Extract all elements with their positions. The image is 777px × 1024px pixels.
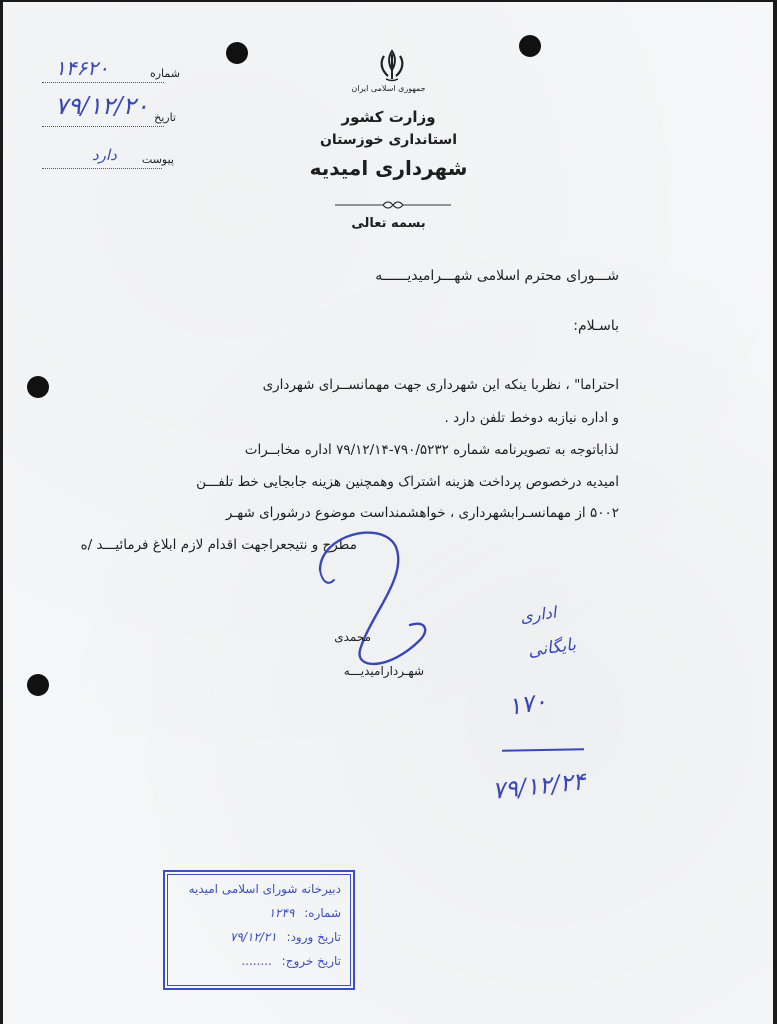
municipality-title: شهرداری امیدیه [309,156,468,180]
stamp-exit-row [241,954,341,968]
date-dots [42,126,164,127]
salutation: باسـلام: [573,318,619,334]
note-number: ۱۷۰ [505,686,549,722]
registration-stamp [163,870,355,990]
stamp-number-value: ۱۲۴۹ [268,906,295,920]
attachment-value: دارد [92,146,117,164]
scan-border-top [0,0,777,2]
body-line-5: ۵۰۰۲ از مهمانسـرابشهرداری ، خواهشمنداست موضوع درشورای شهـر [225,505,619,521]
stamp-exit-label: تاریخ خروج: [281,954,341,968]
stamp-number-label: شماره: [304,906,341,920]
recipient: شـــورای محترم اسلامی شهـــرامیدیــــــه [375,268,619,284]
signer-title: شهـردارامیدیـــه [343,664,424,678]
note-line-2: بایگانی [526,634,578,662]
attachment-dots [42,168,162,169]
stamp-title: دبیرخانه شورای اسلامی امیدیه [188,882,341,896]
ministry-title: وزارت کشور [341,108,436,126]
body-line-2: و اداره نیازبه دوخط تلفن دارد . [444,410,619,426]
emblem-caption: جمهوری اسلامی ایران [351,84,426,93]
invocation: بسمه تعالی [351,216,426,231]
stamp-entry-label: تاریخ ورود: [286,930,341,944]
number-dots [42,82,164,83]
body-line-6: مطرح و نتیجعراجهت اقدام لازم ابلاغ فرمائیـــد /ه [80,537,357,553]
date-label: تاریخ [154,111,176,124]
stamp-number-row [269,906,341,920]
note-line-1: اداری [518,602,558,627]
province-title: استانداری خوزستان [319,132,458,148]
signer-name: محمدی [334,630,371,644]
body-line-1: احتراما" ، نظربا ینکه این شهرداری جهت مهمانســرای شهرداری [262,377,619,393]
body-line-3: لذاباتوجه به تصویرنامه شماره ۷۹۰/۵۲۳۲-۷۹/۱۲/۱۴ اداره مخابــرات [244,442,619,458]
number-value: ۱۴۶۲۰ [55,56,109,80]
punch-hole [519,35,541,57]
scan-border-left [0,0,3,1024]
scan-border-right [773,0,777,1024]
number-label: شماره [149,67,180,80]
punch-hole [27,674,49,696]
iran-emblem-icon [375,48,409,84]
attachment-label: پیوست [141,153,174,166]
note-date: ۷۹/۱۲/۲۴ [490,767,587,805]
punch-hole [27,376,49,398]
stamp-entry-row [230,930,341,944]
ornamental-divider [333,196,453,208]
stamp-entry-value: ۷۹/۱۲/۲۱ [229,930,277,944]
body-line-4: امیدیه درخصوص پرداخت هزینه اشتراک وهمچنین هزینه جابجایی خط تلفـــن [196,474,619,490]
punch-hole [226,42,248,64]
date-value: ۷۹/۱۲/۲۰ [55,92,149,120]
stamp-exit-value: ........ [241,954,272,968]
